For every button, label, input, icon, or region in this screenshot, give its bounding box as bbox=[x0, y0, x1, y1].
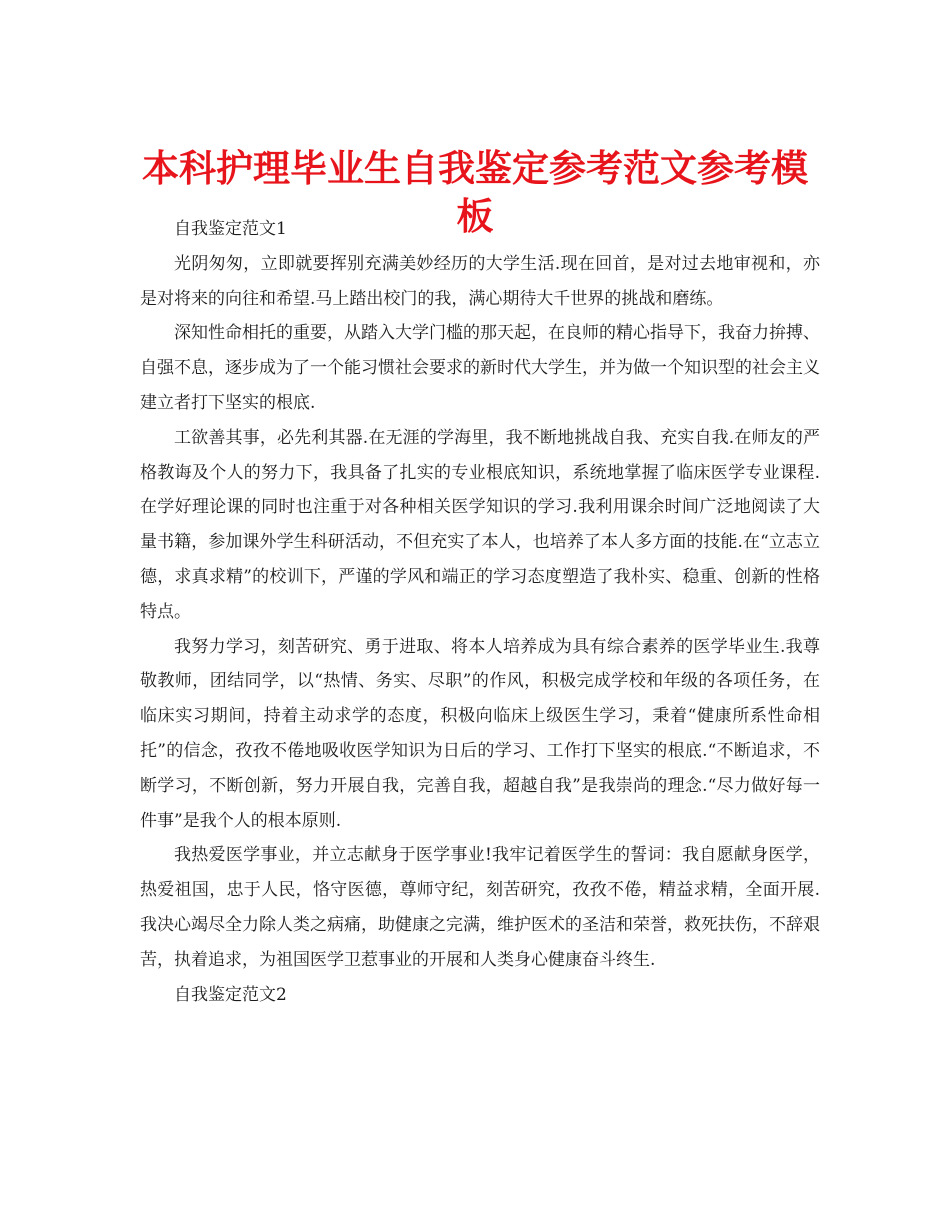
body-paragraph: 工欲善其事，必先利其器.在无涯的学海里，我不断地挑战自我、充实自我.在师友的严格教诲及个人的努力下，我具备了扎实的专业根底知识，系统地掌握了临床医学专业课程.在学好理论课的同时也注重于对各种相关医学知识的学习.我利用课余时间广泛地阅读了大量书籍，参加课外学生科研活动，不但充实了本人，也培养了本人多方面的技能.在“立志立德，求真求精”的校训下，严谨的学风和端正的学习态度塑造了我朴实、稳重、创新的性格特点。 bbox=[140, 427, 820, 622]
document-title: 本科护理毕业生自我鉴定参考范文参考模板 bbox=[142, 146, 808, 238]
body-paragraph: 深知性命相托的重要，从踏入大学门槛的那天起，在良师的精心指导下，我奋力拚搏、自强不息，逐步成为了一个能习惯社会要求的新时代大学生，并为做一个知识型的社会主义建立者打下坚实的根底. bbox=[140, 323, 820, 413]
section-heading: 自我鉴定范文2 bbox=[174, 984, 287, 1005]
body-paragraph: 我努力学习，刻苦研究、勇于进取、将本人培养成为具有综合素养的医学毕业生.我尊敬教师，团结同学，以“热情、务实、尽职”的作风，积极完成学校和年级的各项任务，在临床实习期间，持着主动求学的态度，积极向临床上级医生学习，秉着“健康所系性命相托”的信念，孜孜不倦地吸收医学知识为日后的学习、工作打下坚实的根底.“不断追求，不断学习，不断创新，努力开展自我，完善自我，超越自我”是我崇尚的理念.“尽力做好每一件事”是我个人的根本原则. bbox=[140, 636, 820, 831]
document-body bbox=[140, 212, 820, 1012]
section-heading: 自我鉴定范文1 bbox=[174, 219, 287, 239]
body-paragraph: 我热爱医学事业，并立志献身于医学事业!我牢记着医学生的誓词：我自愿献身医学，热爱祖国，忠于人民，恪守医德，尊师守纪，刻苦研究，孜孜不倦，精益求精，全面开展.我决心竭尽全力除人类之病痛，助健康之完满，维护医术的圣洁和荣誉，救死扶伤，不辞艰苦，执着追求，为祖国医学卫惹事业的开展和人类身心健康奋斗终生. bbox=[140, 845, 820, 970]
body-paragraph: 光阴匆匆，立即就要挥别充满美妙经历的大学生活.现在回首，是对过去地审视和，亦是对将来的向往和希望.马上踏出校门的我，满心期待大千世界的挑战和磨练。 bbox=[140, 253, 820, 309]
